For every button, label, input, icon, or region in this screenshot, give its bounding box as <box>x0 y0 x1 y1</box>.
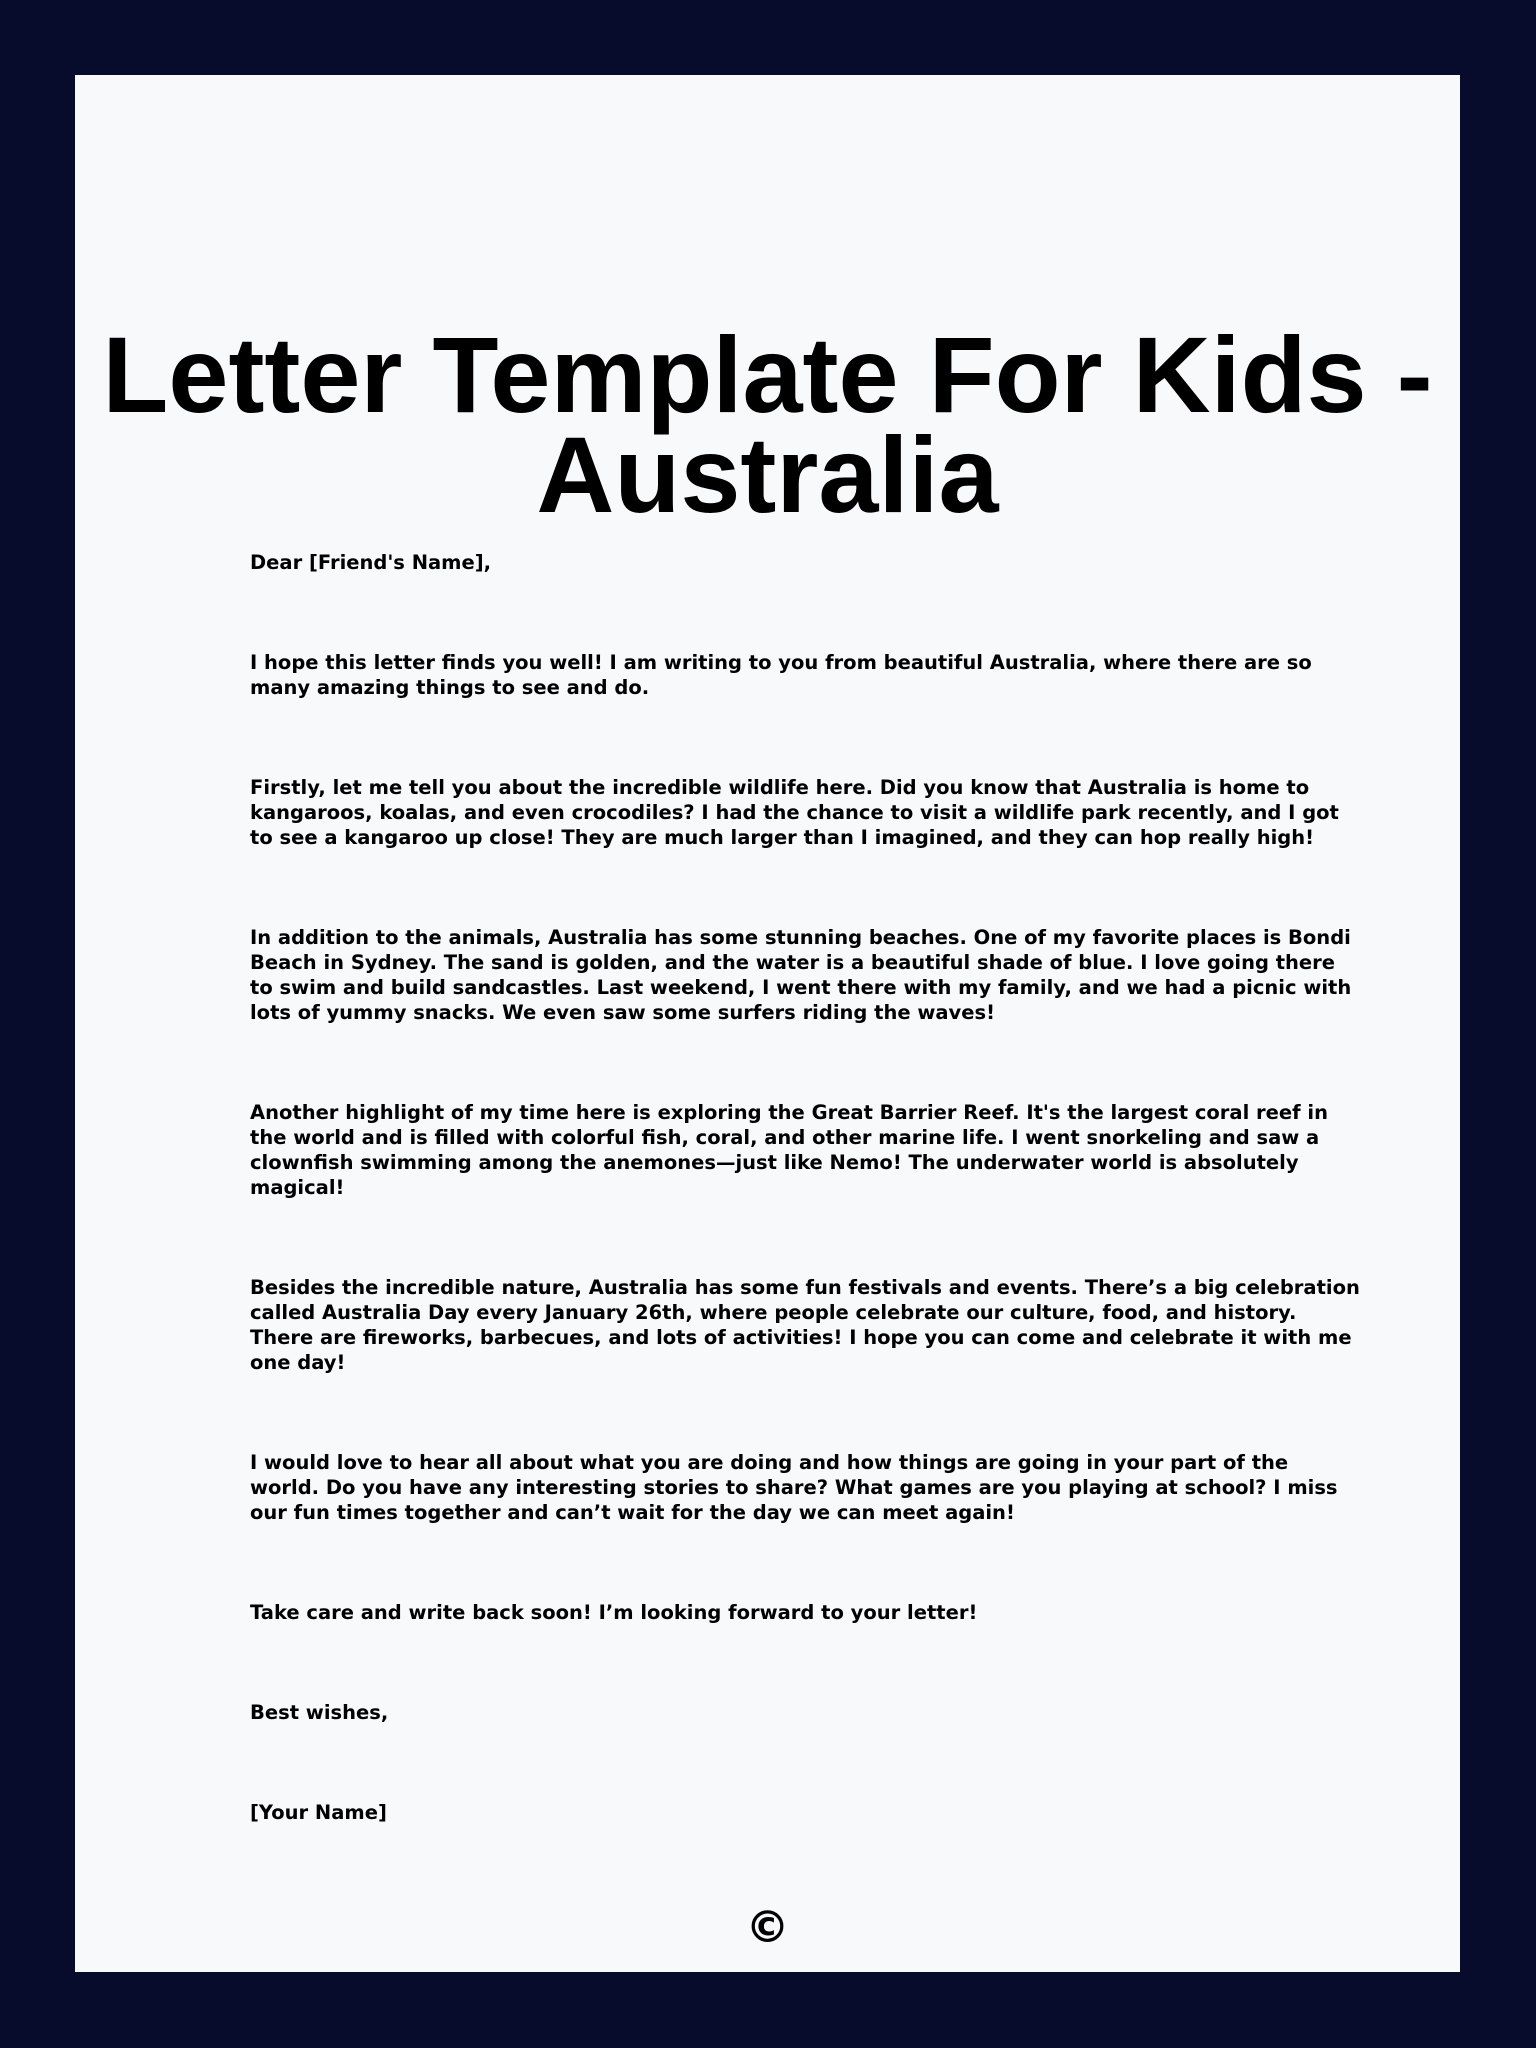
letter-paragraph-3: In addition to the animals, Australia has some stunning beaches. One of my favorite places is Bondi Beach in Sydney. The sand is golden, and the water is a beautiful shade of blue. I love going there to swim and build sandcastles. Last weekend, I went there with my family, and we had a picnic with lots of yummy snacks. We even saw some surfers riding the waves! <box>250 926 1352 1024</box>
letter-signature: [Your Name] <box>250 1801 387 1824</box>
letter-paragraph-4: Another highlight of my time here is exploring the Great Barrier Reef. It's the largest coral reef in the world and is filled with colorful fish, coral, and other marine life. I went snorkeling and saw a clownfish swimming among the anemones—just like Nemo! The underwater world is absolutely magical! <box>250 1101 1328 1199</box>
letter-paragraph-6: I would love to hear all about what you are doing and how things are going in your part of the world. Do you have any interesting stories to share? What games are you playing at school? I miss our fun times together and can’t wait for the day we can meet again! <box>250 1451 1338 1524</box>
letter-closing: Best wishes, <box>250 1701 389 1724</box>
copyright-icon: © <box>745 1902 790 1953</box>
letter-paragraph-2: Firstly, let me tell you about the incredible wildlife here. Did you know that Australia is home to kangaroos, koalas, and even crocodiles? I had the chance to visit a wildlife park recently, and I got to see a kangaroo up close! They are much larger than I imagined, and they can hop really high! <box>250 776 1339 849</box>
letter-paragraph-7: Take care and write back soon! I’m looking forward to your letter! <box>250 1601 978 1624</box>
page-title: Letter Template For Kids - Australia <box>102 314 1433 535</box>
letter-paragraph-1: I hope this letter finds you well! I am writing to you from beautiful Australia, where there are so many amazing things to see and do. <box>250 651 1312 699</box>
letter-greeting: Dear [Friend's Name], <box>250 551 492 574</box>
letter-page <box>75 75 1460 1972</box>
letter-body <box>250 550 1360 1900</box>
letter-paragraph-5: Besides the incredible nature, Australia has some fun festivals and events. There’s a big celebration called Australia Day every January 26th, where people celebrate our culture, food, and history. There are fireworks, barbecues, and lots of activities! I hope you can come and celebrate it with me one day! <box>250 1276 1360 1374</box>
